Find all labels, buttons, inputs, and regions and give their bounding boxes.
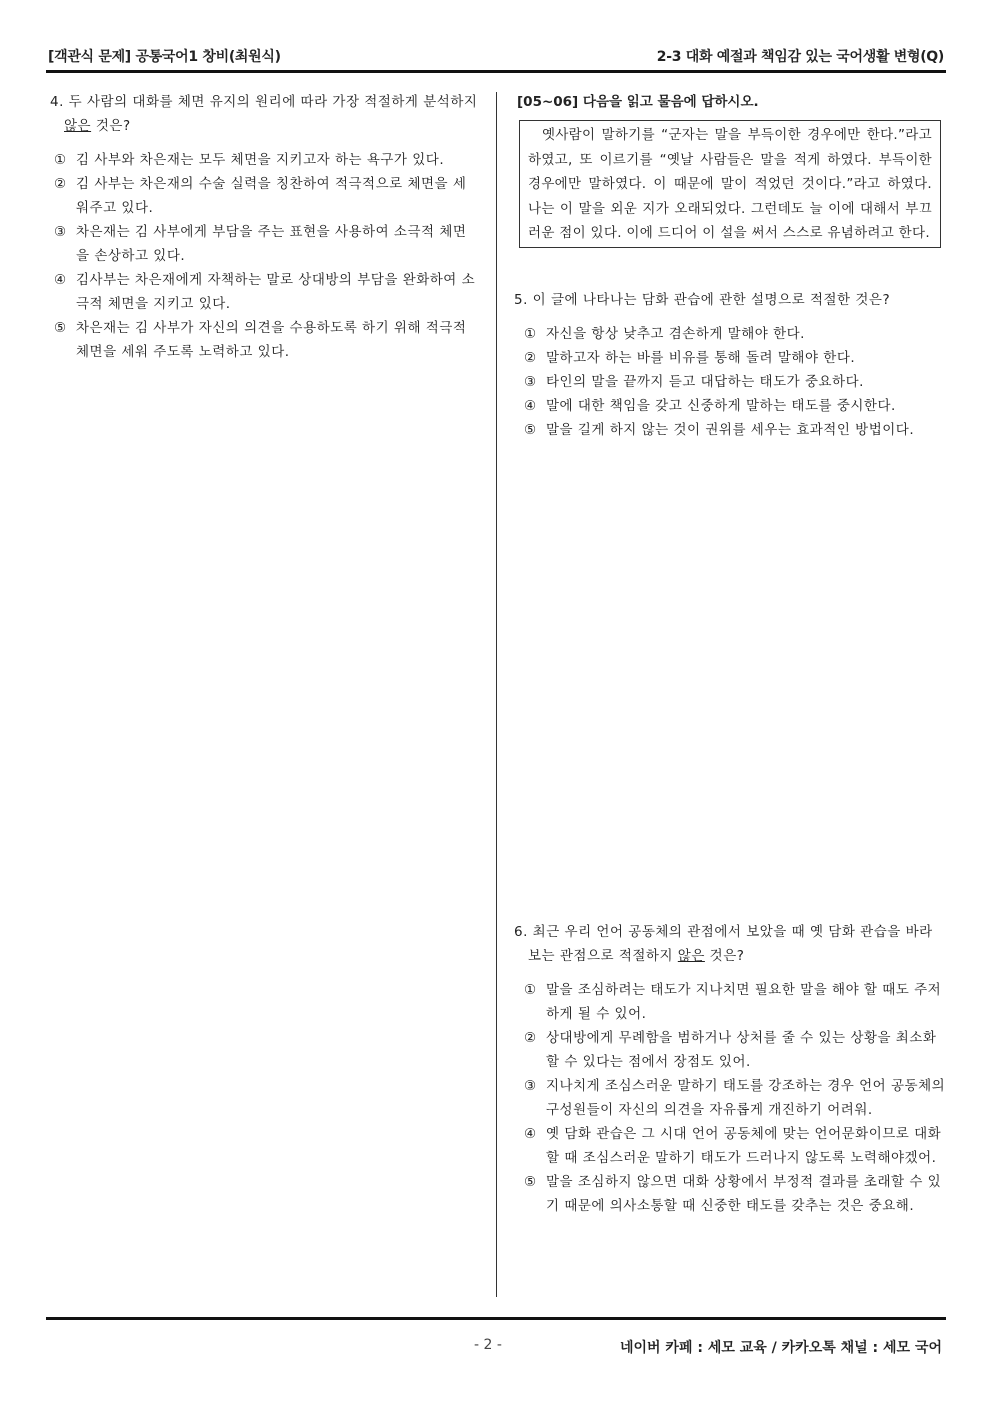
question-4-choices xyxy=(50,148,478,364)
top-rule xyxy=(46,70,946,73)
choice-text: 자신을 항상 낮추고 겸손하게 말해야 한다. xyxy=(546,326,805,342)
choice-text: 상대방에게 무례함을 범하거나 상처를 줄 수 있는 상황을 최소화할 수 있다는 점에서 장점도 있어. xyxy=(546,1030,937,1070)
choice-number: ③ xyxy=(524,1078,537,1094)
choice[interactable] xyxy=(54,268,478,316)
choice[interactable] xyxy=(524,346,946,370)
choice[interactable] xyxy=(54,316,478,364)
choice[interactable] xyxy=(524,1074,946,1122)
choice-text: 차은재는 김 사부에게 부담을 주는 표현을 사용하여 소극적 체면을 손상하고 있다. xyxy=(76,224,467,264)
question-6-stem-text: 6. 최근 우리 언어 공동체의 관점에서 보았을 때 옛 담화 관습을 바라보는 관점으로 적절하지 xyxy=(514,924,933,964)
choice-text: 차은재는 김 사부가 자신의 의견을 수용하도록 하기 위해 적극적 체면을 세워 주도록 노력하고 있다. xyxy=(76,320,467,360)
choice[interactable] xyxy=(524,1026,946,1074)
choice[interactable] xyxy=(524,322,946,346)
choice-number: ① xyxy=(524,982,537,998)
question-5-choices xyxy=(514,322,946,442)
choice-text: 김 사부는 차은재의 수술 실력을 칭찬하여 적극적으로 체면을 세워주고 있다. xyxy=(76,176,467,216)
question-6-emphasis: 않은 xyxy=(677,948,705,964)
question-6-stem xyxy=(514,920,946,968)
choice-text: 지나치게 조심스러운 말하기 태도를 강조하는 경우 언어 공동체의 구성원들이 자신의 의견을 자유롭게 개진하기 어려워. xyxy=(546,1078,946,1118)
choice-text: 옛 담화 관습은 그 시대 언어 공동체에 맞는 언어문화이므로 대화할 때 조심스러운 말하기 태도가 드러나지 않도록 노력해야겠어. xyxy=(546,1126,942,1166)
choice[interactable] xyxy=(524,1170,946,1218)
choice-number: ① xyxy=(54,152,67,168)
choice-text: 김 사부와 차은재는 모두 체면을 지키고자 하는 욕구가 있다. xyxy=(76,152,445,168)
question-6-choices xyxy=(514,978,946,1218)
question-5 xyxy=(514,288,946,442)
question-4-emphasis: 않은 xyxy=(64,118,92,134)
question-5-stem: 5. 이 글에 나타나는 담화 관습에 관한 설명으로 적절한 것은? xyxy=(514,292,891,308)
choice-number: ④ xyxy=(524,398,537,414)
choice-number: ③ xyxy=(524,374,537,390)
choice-number: ① xyxy=(524,326,537,342)
choice-text: 말을 조심하지 않으면 대화 상황에서 부정적 결과를 초래할 수 있기 때문에 의사소통할 때 신중한 태도를 갖추는 것은 중요해. xyxy=(546,1174,942,1214)
choice-text: 타인의 말을 끝까지 듣고 대답하는 태도가 중요하다. xyxy=(546,374,864,390)
question-4-stem-text: 4. 두 사람의 대화를 체면 유지의 원리에 따라 가장 적절하게 분석하지 xyxy=(50,94,478,110)
question-4-stem xyxy=(50,90,478,138)
question-4 xyxy=(50,90,478,364)
question-6-stem-end: 것은? xyxy=(704,948,745,964)
header-title: [객관식 문제] 공통국어1 창비(최원식) xyxy=(48,49,281,65)
passage-text: 옛사람이 말하기를 “군자는 말을 부득이한 경우에만 한다.”라고 하였고, 또 이르기를 “옛날 사람들은 말을 적게 하였다. 부득이한 경우에만 말하였다. 이 때문에 말이 적었던 것이다.”라고 하였다. 나는 이 말을 외운 지가 오래되었다. 그런데도 늘 이에 대해서 부끄러운 점이 있다. 이에 드디어 이 설을 써서 스스로 유념하려고 한다. xyxy=(528,127,932,241)
choice-number: ④ xyxy=(524,1126,537,1142)
page-number: - 2 - xyxy=(474,1337,502,1353)
choice[interactable] xyxy=(524,978,946,1026)
choice[interactable] xyxy=(524,418,946,442)
passage-heading: [05~06] 다음을 읽고 물음에 답하시오. xyxy=(517,94,759,110)
choice-text: 말하고자 하는 바를 비유를 통해 돌려 말해야 한다. xyxy=(546,350,856,366)
choice-number: ② xyxy=(54,176,67,192)
choice[interactable] xyxy=(54,172,478,220)
choice-number: ③ xyxy=(54,224,67,240)
choice[interactable] xyxy=(54,148,478,172)
footer-channel-info: 네이버 카페 : 세모 교육 / 카카오톡 채널 : 세모 국어 xyxy=(619,1340,942,1356)
choice[interactable] xyxy=(524,370,946,394)
choice-number: ⑤ xyxy=(524,422,537,438)
choice-text: 말을 길게 하지 않는 것이 권위를 세우는 효과적인 방법이다. xyxy=(546,422,915,438)
choice-number: ⑤ xyxy=(54,320,67,336)
header-unit-title: 2-3 대화 예절과 책임감 있는 국어생활 변형(Q) xyxy=(656,49,944,65)
choice[interactable] xyxy=(524,1122,946,1170)
choice-text: 김사부는 차은재에게 자책하는 말로 상대방의 부담을 완화하여 소극적 체면을 지키고 있다. xyxy=(76,272,476,312)
choice-number: ⑤ xyxy=(524,1174,537,1190)
choice-number: ④ xyxy=(54,272,67,288)
choice-number: ② xyxy=(524,1030,537,1046)
choice[interactable] xyxy=(54,220,478,268)
passage-box xyxy=(519,120,941,248)
bottom-rule xyxy=(46,1317,946,1320)
choice-number: ② xyxy=(524,350,537,366)
choice[interactable] xyxy=(524,394,946,418)
question-6 xyxy=(514,920,946,1218)
question-4-stem-end: 것은? xyxy=(91,118,131,134)
choice-text: 말을 조심하려는 태도가 지나치면 필요한 말을 해야 할 때도 주저하게 될 수 있어. xyxy=(546,982,942,1022)
column-divider xyxy=(496,92,497,1297)
choice-text: 말에 대한 책임을 갖고 신중하게 말하는 태도를 중시한다. xyxy=(546,398,896,414)
